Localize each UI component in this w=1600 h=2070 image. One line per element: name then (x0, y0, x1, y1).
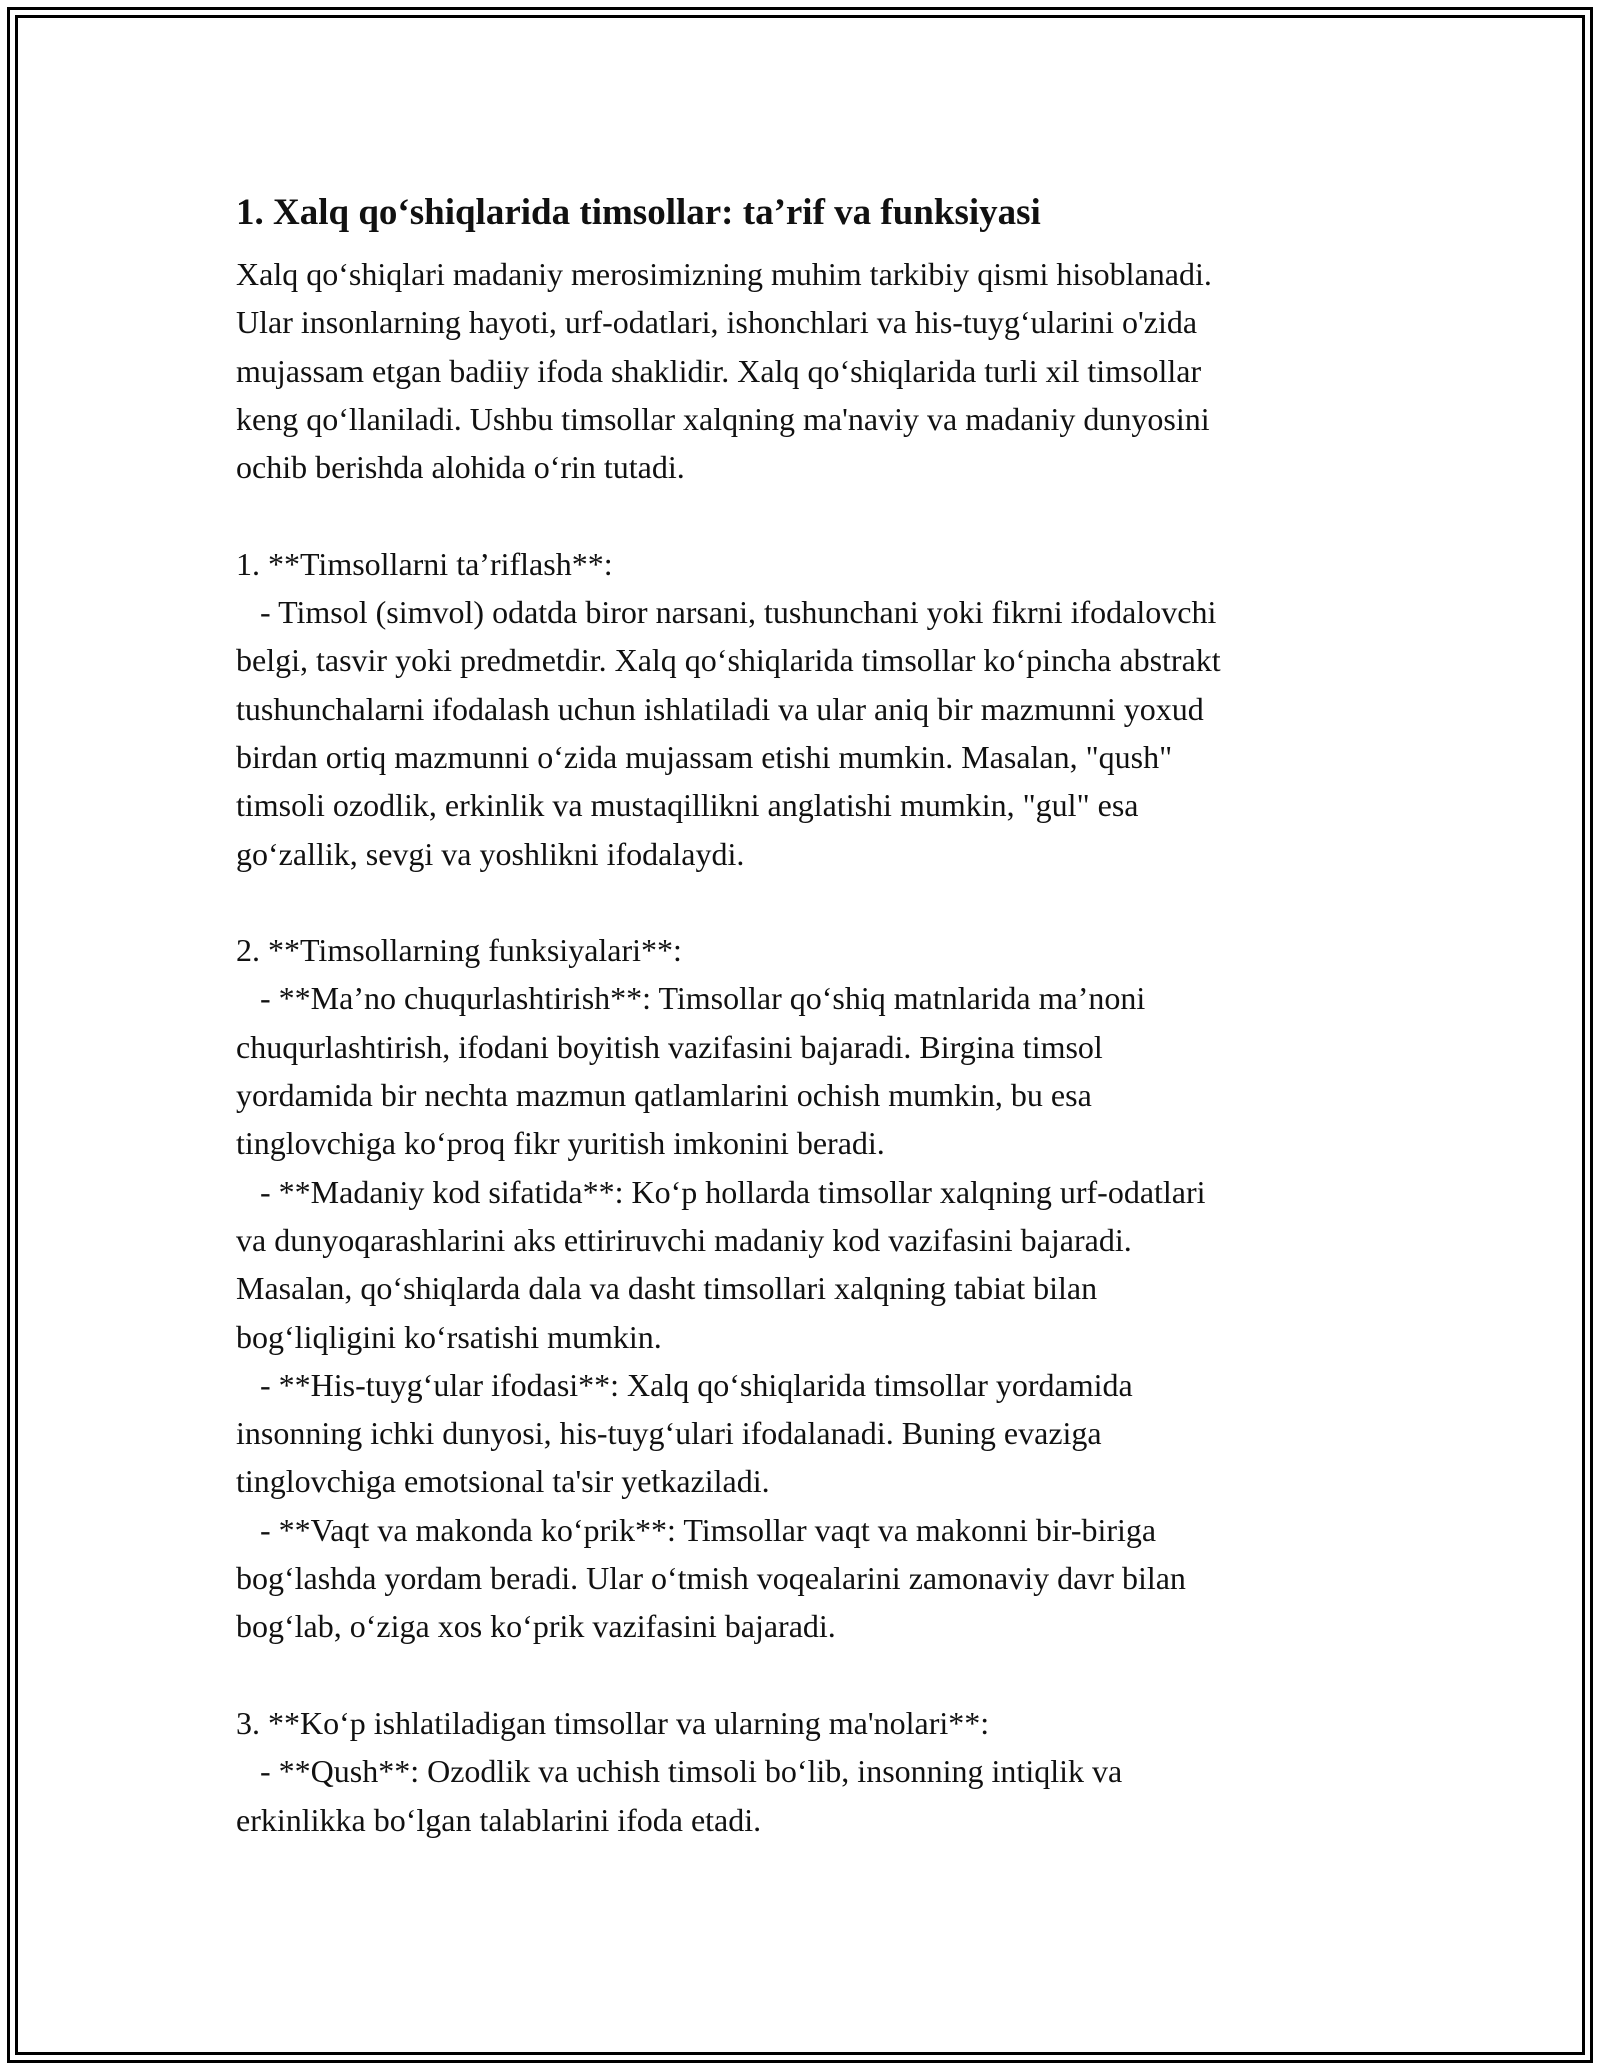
section-3-item-bird: - **Qush**: Ozodlik va uchish timsoli bo‘lib, insonning intiqlik va erkinlikka bo‘lgan talablarini ifoda etadi. (236, 1753, 1123, 1838)
section-2-item-emotions: - **His-tuyg‘ular ifodasi**: Xalq qo‘shiqlarida timsollar yordamida insonning ichki dunyosi, his-tuyg‘ulari ifodalanadi. Buning evaziga tinglovchiga emotsional ta'sir yetkaziladi. (236, 1366, 1133, 1500)
paragraph-gap (236, 491, 1396, 539)
intro-paragraph: Xalq qo‘shiqlari madaniy merosimizning muhim tarkibiy qismi hisoblanadi. Ular insonlarning hayoti, urf-odatlari, ishonchlari va his-tuyg‘ularini o'zida mujassam etgan badiiy ifoda shaklidir. Xalq qo‘shiqlarida turli xil timsollar keng qo‘llaniladi. Ushbu timsollar xalqning ma'naviy va madaniy dunyosini ochib berishda alohida o‘rin tutadi. (236, 256, 1212, 486)
section-2-item-cultural-code: - **Madaniy kod sifatida**: Ko‘p hollarda timsollar xalqning urf-odatlari va dunyoqarashlarini aks ettiriruvchi madaniy kod vazifasini bajaradi. Masalan, qo‘shiqlarda dala va dasht timsollari xalqning tabiat bilan bog‘liqligini ko‘rsatishi mumkin. (236, 1173, 1206, 1355)
section-2-item-meaning: - **Ma’no chuqurlashtirish**: Timsollar qo‘shiq matnlarida ma’noni chuqurlashtirish, ifodani boyitish vazifasini bajaradi. Birgina timsol yordamida bir nechta mazmun qatlamlarini ochish mumkin, bu esa tinglovchiga ko‘proq fikr yuritish imkonini beradi. (236, 980, 1146, 1162)
document-body (236, 188, 1396, 1844)
paragraph-gap (236, 1651, 1396, 1699)
section-1-text: - Timsol (simvol) odatda biror narsani, tushunchani yoki fikrni ifodalovchi belgi, tasvir yoki predmetdir. Xalq qo‘shiqlarida timsollar ko‘pincha abstrakt tushunchalarni ifodalash uchun ishlatiladi va ular aniq bir mazmunni yoxud birdan ortiq mazmunni o‘zida mujassam etishi mumkin. Masalan, "qush" timsoli ozodlik, erkinlik va mustaqillikni anglatishi mumkin, "gul" esa go‘zallik, sevgi va yoshlikni ifodalaydi. (236, 594, 1221, 872)
section-2-heading: 2. **Timsollarning funksiyalari**: (236, 932, 682, 969)
document-title: 1. Xalq qo‘shiqlarida timsollar: ta’rif va funksiyasi (236, 192, 1041, 233)
section-2-item-bridge: - **Vaqt va makonda ko‘prik**: Timsollar vaqt va makonni bir-biriga bog‘lashda yordam beradi. Ular o‘tmish voqealarini zamonaviy davr bilan bog‘lab, o‘ziga xos ko‘prik vazifasini bajaradi. (236, 1511, 1186, 1645)
section-1-heading: 1. **Timsollarni ta’riflash**: (236, 545, 613, 582)
section-3-heading: 3. **Ko‘p ishlatiladigan timsollar va ularning ma'nolari**: (236, 1704, 990, 1741)
paragraph-gap (236, 878, 1396, 926)
